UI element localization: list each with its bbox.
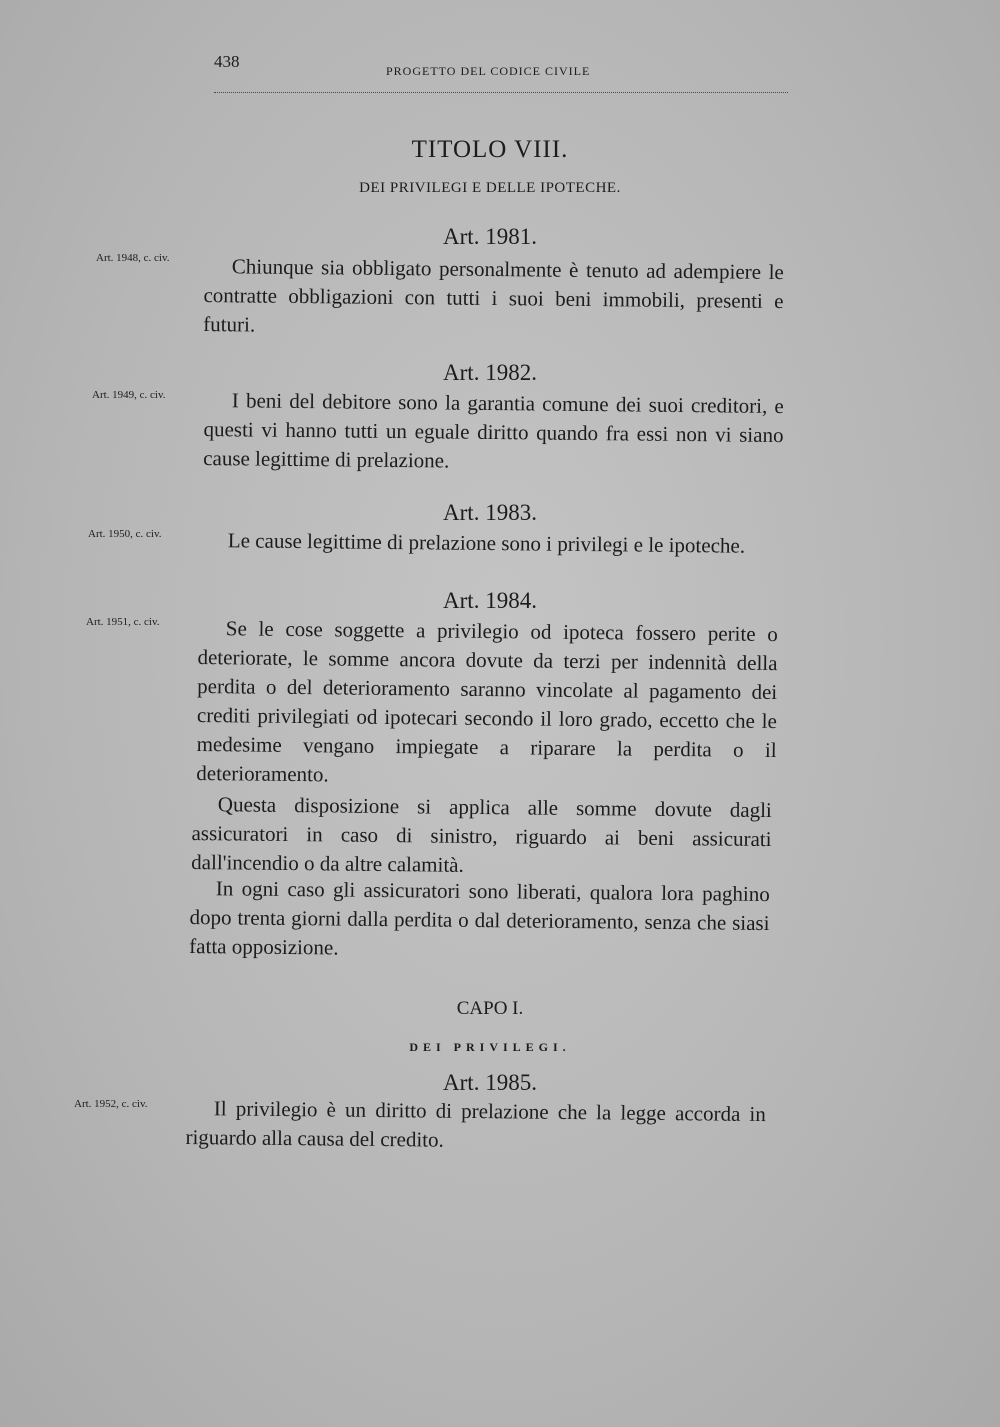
chapter-heading: CAPO I. [456,998,524,1019]
title-subtitle: DEI PRIVILEGI E DELLE IPOTECHE. [359,180,621,196]
article-paragraph: Il privilegio è un diritto di prelazione che la legge accorda in riguardo alla causa del credito. [185,1096,766,1152]
margin-reference: Art. 1948, c. civ. [96,252,170,264]
article-heading: Art. 1983. [443,500,537,525]
article-heading: Art. 1982. [443,360,537,385]
article-paragraph: Se le cose soggette a privilegio od ipoteca fossero perite o deteriorate, le somme ancora dovute da terzi per indennità della perdita o del deterioramento saranno vincolate al pagamento dei crediti privilegiati od ipotecari secondo il loro grado, eccetto che le medesime vengano impiegate a riparare la perdita o il deterioramento. [196,616,778,787]
article-heading: Art. 1984. [443,588,537,613]
article-paragraph: Chiunque sia obbligato personalmente è tenuto ad adempiere le contratte obbligazioni con tutti i suoi beni immobili, presenti e futuri. [203,254,784,337]
running-head: PROGETTO DEL CODICE CIVILE [386,64,591,78]
page-number: 438 [214,52,240,71]
chapter-subtitle: DEI PRIVILEGI. [409,1040,571,1054]
article-heading: Art. 1985. [443,1070,537,1095]
margin-reference: Art. 1950, c. civ. [88,528,162,540]
margin-reference: Art. 1949, c. civ. [92,389,166,401]
margin-reference: Art. 1951, c. civ. [86,616,160,628]
article-paragraph: Le cause legittime di prelazione sono i privilegi e le ipoteche. [227,528,746,558]
margin-reference: Art. 1952, c. civ. [74,1098,148,1110]
article-paragraph: Questa disposizione si applica alle somme dovute dagli assicuratori in caso di sinistro, riguardo ai beni assicurati dall'incendio o da altre calamità. [191,792,772,877]
article-paragraph: I beni del debitore sono la garantia comune dei suoi creditori, e questi vi hanno tutti un eguale diritto quando fra essi non vi siano cause legittime di prelazione. [203,388,784,473]
article-heading: Art. 1981. [443,224,537,249]
page-header [214,52,788,93]
title-heading: TITOLO VIII. [411,136,569,163]
article-paragraph: In ogni caso gli assicuratori sono liberati, qualora lora paghino dopo trenta giorni dalla perdita o dal deterioramento, senza che siasi fatta opposizione. [189,876,770,960]
